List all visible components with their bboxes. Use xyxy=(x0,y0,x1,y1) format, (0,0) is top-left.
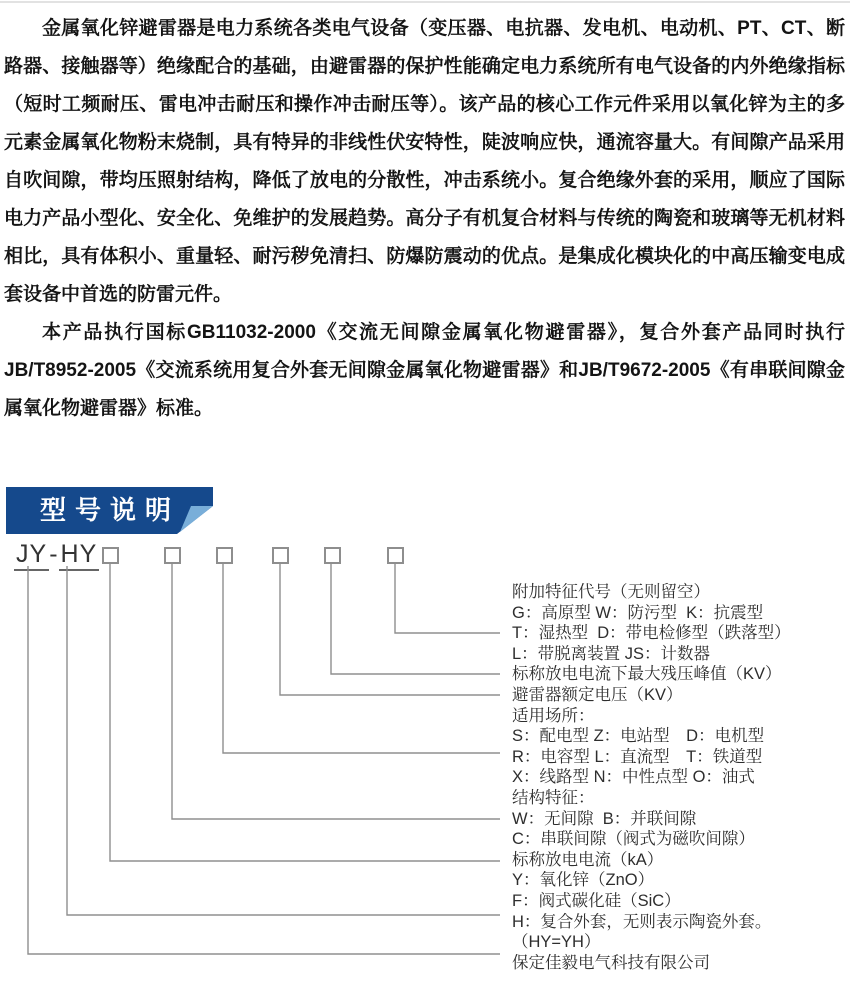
connector-line-box2 xyxy=(172,562,500,819)
legend-line: L：带脱离装置 JS：计数器 xyxy=(512,644,711,663)
legend-line: 标称放电电流下最大残压峰值（KV） xyxy=(512,665,782,684)
legend-line: 保定佳毅电气科技有限公司 xyxy=(512,953,710,972)
section-title: 型号说明 xyxy=(40,495,181,525)
connector-line-box5 xyxy=(331,562,500,674)
model-code-hy: HY xyxy=(59,540,100,571)
connector-line-jy xyxy=(28,566,500,954)
legend-line: Y：氧化锌（ZnO） xyxy=(512,871,655,890)
connector-line-box3 xyxy=(223,562,500,753)
code-box-2 xyxy=(164,547,181,564)
connector-line-box1 xyxy=(110,562,500,861)
legend-line: S：配电型 Z：电站型 D：电机型 xyxy=(512,727,765,746)
legend-line: 附加特征代号（无则留空） xyxy=(512,583,710,601)
model-code-dash: - xyxy=(49,540,59,568)
code-box-3 xyxy=(216,547,233,564)
code-box-1 xyxy=(102,547,119,564)
legend-line: C：串联间隙（阀式为磁吹间隙） xyxy=(512,830,755,849)
legend-line: 结构特征： xyxy=(512,788,595,807)
connector-line-box4 xyxy=(280,562,500,695)
legend-line: G：高原型 W：防污型 K：抗震型 xyxy=(512,603,764,622)
legend-line: 标称放电电流（kA） xyxy=(512,850,664,869)
code-legend xyxy=(512,582,791,973)
legend-line: F：阀式碳化硅（SiC） xyxy=(512,891,681,910)
legend-line: X：线路型 N：中性点型 O：油式 xyxy=(512,768,755,787)
legend-line: 适用场所： xyxy=(512,706,595,725)
legend-line: （HY=YH） xyxy=(512,933,601,952)
model-code xyxy=(14,540,99,571)
legend-line: R：电容型 L：直流型 T：铁道型 xyxy=(512,747,763,766)
page-top-edge-line xyxy=(0,1,850,3)
code-box-6 xyxy=(387,547,404,564)
code-box-5 xyxy=(324,547,341,564)
legend-line: T：湿热型 D：带电检修型（跌落型） xyxy=(512,624,791,643)
connector-line-box6 xyxy=(395,562,500,633)
connector-line-hy xyxy=(67,566,500,915)
legend-line: 避雷器额定电压（KV） xyxy=(512,685,683,704)
section-banner xyxy=(6,487,218,534)
intro-paragraph-2: 本产品执行国标GB11032-2000《交流无间隙金属氧化物避雷器》，复合外套产品同时执行JB/T8952-2005《交流系统用复合外套无间隙金属氧化物避雷器》和JB/T9672-2005《有串联间隙金属氧化物避雷器》标准。 xyxy=(4,322,845,419)
model-code-jy: JY xyxy=(14,540,49,571)
intro-text-block xyxy=(4,10,845,428)
legend-line: W：无间隙 B：并联间隙 xyxy=(512,809,697,828)
code-box-4 xyxy=(272,547,289,564)
intro-paragraph-1: 金属氧化锌避雷器是电力系统各类电气设备（变压器、电抗器、发电机、电动机、PT、CT、断路器、接触器等）绝缘配合的基础，由避雷器的保护性能确定电力系统所有电气设备的内外绝缘指标（短时工频耐压、雷电冲击耐压和操作冲击耐压等）。该产品的核心工作元件采用以氧化锌为主的多元素金属氧化物粉末烧制，具有特异的非线性伏安特性，陡波响应快，通流容量大。有间隙产品采用自吹间隙，带均压照射结构，降低了放电的分散性，冲击系统小。复合绝缘外套的采用，顺应了国际电力产品小型化、安全化、免维护的发展趋势。高分子有机复合材料与传统的陶瓷和玻璃等无机材料相比，具有体积小、重量轻、耐污秽免清扫、防爆防震动的优点。是集成化模块化的中高压输变电成套设备中首选的防雷元件。 xyxy=(4,18,845,305)
legend-line: H：复合外套，无则表示陶瓷外套。 xyxy=(512,912,772,931)
